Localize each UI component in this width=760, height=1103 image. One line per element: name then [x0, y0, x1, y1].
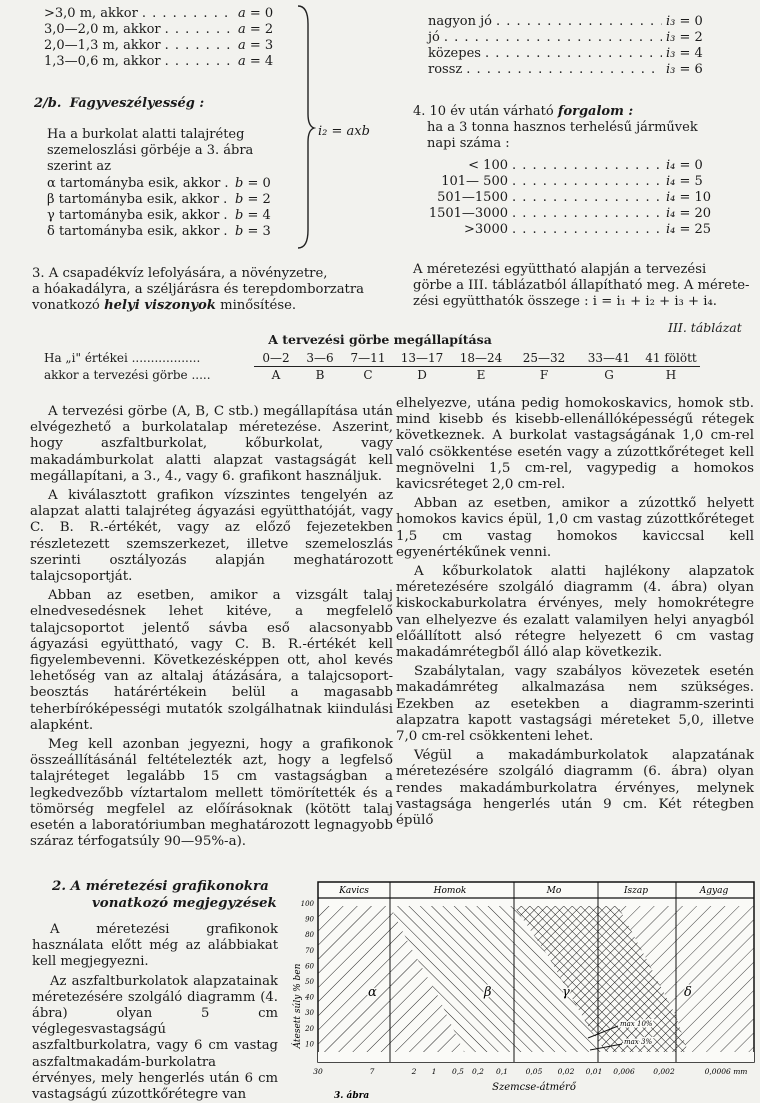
- table-cell: 18—24: [459, 351, 503, 365]
- x-tick: 0,05: [525, 1067, 543, 1076]
- table-cell: 3—6: [306, 351, 334, 365]
- quality-rows: [428, 14, 728, 78]
- quality-value: i₃ = 6: [666, 62, 703, 77]
- brace-icon: [296, 4, 316, 250]
- y-tick: 50: [305, 978, 314, 986]
- leader-dots: [512, 158, 662, 174]
- y-tick: 60: [305, 962, 314, 971]
- y-tick: 100: [300, 900, 314, 908]
- y-tick: 70: [305, 946, 314, 955]
- traffic-label: < 100: [468, 158, 508, 173]
- table-cell: E: [476, 368, 486, 382]
- variable: b: [235, 192, 244, 207]
- section2-title-1: 2. A méretezési grafikonokra: [52, 878, 269, 894]
- row1-label: Ha „i" értékei ..................: [44, 351, 201, 365]
- climate-label: 1,3—0,6 m, akkor: [44, 54, 161, 69]
- frost-value: b = 2: [235, 192, 271, 207]
- leader-dots: [142, 6, 234, 22]
- body-right: [396, 396, 754, 829]
- body-left-paragraph: Meg kell azonban jegyezni, hogy a grafikonok összeállításánál feltételezték azt, hogy a legfelső talajréteget legalább 15 cm vastagságban a legkedvezőbb víztartalom mellett tömörítették és a tömörség megfelel az előírásoknak (kötött talaj esetén a laboratóriumban meghatározott legnagyobb száraz térfogatsúly 90—95%-a).: [30, 737, 393, 850]
- leader-dots: [165, 22, 234, 38]
- annotation: max 10%: [620, 1020, 653, 1028]
- table-cell: C: [363, 368, 373, 382]
- traffic-row: [424, 158, 728, 174]
- variable: a: [238, 6, 246, 21]
- traffic-label: 1501—3000: [428, 206, 508, 221]
- frost-text-line: szemeloszlási görbéje a 3. ábra: [47, 143, 254, 158]
- region-label: δ: [684, 985, 692, 1000]
- x-tick: 0,5: [452, 1067, 464, 1076]
- frost-text-line: Ha a burkolat alatti talajréteg: [47, 127, 245, 142]
- annotation: max 3%: [624, 1038, 653, 1046]
- quality-value: i₃ = 0: [666, 14, 703, 29]
- curve-table: [44, 350, 724, 383]
- variable: i₄: [666, 222, 676, 237]
- y-tick: 80: [305, 931, 314, 940]
- frost-heading: 2/b. Fagyveszélyesség :: [34, 96, 205, 111]
- frost-value: b = 3: [235, 224, 271, 239]
- climate-row: [44, 54, 300, 70]
- section2-text: [32, 922, 278, 1103]
- traffic-value: i₄ = 10: [666, 190, 712, 205]
- traffic-row: [424, 190, 728, 206]
- y-tick: 10: [305, 1040, 314, 1049]
- region-label: γ: [562, 985, 570, 1000]
- figure-caption: 3. ábra: [334, 1091, 370, 1101]
- climate-value: a = 3: [238, 38, 274, 53]
- table-cell: G: [604, 368, 614, 382]
- frost-label: α tartományba esik, akkor: [47, 176, 221, 191]
- variable: i₄: [666, 174, 676, 189]
- frost-label: β tartományba esik, akkor: [47, 192, 220, 207]
- variable: i₃: [666, 30, 676, 45]
- leader-dots: [224, 176, 231, 192]
- body-right-paragraph: Szabálytalan, vagy szabályos kövezetek esetén makadámréteg alkalmazása nem szükséges. Ezekben az esetekben a diagramm-szerinti alapzatra kapott vastagsági méreteket 5,0, illetve 7,0 cm-rel csökkenteni lehet.: [396, 664, 754, 745]
- section2-paragraph: A méretezési grafikonok használata előtt még az alábbiakat kell megjegyezni.: [32, 922, 278, 970]
- y-axis-label: Átesett súly % ben: [293, 963, 303, 1049]
- variable: a: [238, 22, 246, 37]
- x-tick: 7: [369, 1067, 375, 1076]
- traffic-value: i₄ = 0: [666, 158, 703, 173]
- frost-row: [47, 208, 297, 224]
- frost-value: b = 0: [235, 176, 271, 191]
- formula: i₂ = axb: [318, 124, 370, 139]
- frost-label: γ tartományba esik, akkor: [47, 208, 220, 223]
- zone-label: Kavics: [339, 886, 369, 896]
- zone-label: Mo: [546, 886, 562, 896]
- variable: b: [235, 208, 244, 223]
- frost-row: [47, 224, 297, 240]
- variable: b: [235, 224, 244, 239]
- climate-value: a = 2: [238, 22, 274, 37]
- leader-dots: [512, 206, 662, 222]
- variable: i₄: [666, 206, 676, 221]
- region-label: β: [484, 985, 492, 1000]
- table-cell: 7—11: [350, 351, 386, 365]
- climate-label: >3,0 m, akkor: [44, 6, 138, 21]
- x-tick: 0,01: [585, 1067, 603, 1076]
- frost-text: [47, 127, 297, 175]
- climate-row: [44, 38, 300, 54]
- variable: a: [238, 54, 246, 69]
- variable: i₃: [666, 14, 676, 29]
- body-right-paragraph: Abban az esetben, amikor a zúzottkő helyett homokos kavics épül, 1,0 cm vastag zúzottkőréteget 1,5 cm vastag homokos kaviccsal kell egyenértékűnek venni.: [396, 496, 754, 560]
- table-cell: H: [665, 368, 677, 382]
- table-label: III. táblázat: [668, 320, 742, 335]
- table-title: A tervezési görbe megállapítása: [268, 332, 492, 347]
- leader-dots: [165, 38, 234, 54]
- table-cell: 33—41: [587, 351, 631, 365]
- variable: a: [238, 38, 246, 53]
- quality-row: [428, 14, 728, 30]
- leader-dots: [512, 174, 662, 190]
- x-tick: 0,002: [653, 1067, 675, 1076]
- leader-dots: [223, 192, 231, 208]
- quality-label: közepes: [428, 46, 481, 61]
- table-cell: B: [315, 368, 325, 382]
- section2-title-2: vonatkozó megjegyzések: [92, 895, 277, 911]
- y-tick: 40: [305, 993, 314, 1002]
- region-label: α: [368, 985, 377, 1000]
- table-cell: 0—2: [262, 351, 290, 365]
- leader-dots: [485, 46, 662, 62]
- frost-value: b = 4: [235, 208, 271, 223]
- body-left: [30, 404, 393, 850]
- item-3: 3. A csapadékvíz lefolyására, a növényzetre, a hóakadályra, a széljárásra és terepdomborzatra vonatkozó helyi viszonyok minősítése.: [32, 266, 365, 313]
- traffic-rows: [424, 158, 728, 238]
- zone-label: Homok: [433, 886, 467, 896]
- traffic-row: [424, 206, 728, 222]
- variable: i₄: [666, 190, 676, 205]
- climate-value: a = 4: [238, 54, 274, 69]
- section2-paragraph: Az aszfaltburkolatok alapzatainak méretezésére szolgáló diagramm (4. ábra) olyan 5 cm véglegesvastagságú aszfaltburkolatra, vagy 6 cm vastag aszfaltmakadám-burkolatra érvényes, mely hengerlés után 6 cm vastagságú zúzottkőrétegre van: [32, 973, 278, 1103]
- variable: i₃: [666, 46, 676, 61]
- table-cell: 13—17: [400, 351, 444, 365]
- variable: b: [235, 176, 244, 191]
- leader-dots: [444, 30, 662, 46]
- variable: i₄: [666, 158, 676, 173]
- leader-dots: [466, 62, 662, 78]
- x-tick: 0,0006 mm: [704, 1067, 748, 1076]
- traffic-value: i₄ = 5: [666, 174, 703, 189]
- table-cell: D: [417, 368, 427, 382]
- leader-dots: [223, 224, 231, 240]
- row2-label: akkor a tervezési görbe .....: [44, 368, 211, 382]
- zone-label: Agyag: [699, 886, 729, 896]
- x-tick: 0,006: [613, 1067, 635, 1076]
- body-right-paragraph: elhelyezve, utána pedig homokoskavics, homok stb. mind kisebb és kisebb-ellenállóképességű rétegek következnek. A burkolat vastagságának 1,0 cm-rel való csökkentése esetén vagy a zúzottkőréteget kell megnövelni 1,5 cm-rel, vagypedig a homokos kavicsréteget 2,0 cm-rel.: [396, 396, 754, 493]
- quality-label: jó: [428, 30, 440, 45]
- frost-rows: [47, 176, 297, 240]
- climate-row: [44, 6, 300, 22]
- climate-value: a = 0: [238, 6, 274, 21]
- y-tick: 20: [305, 1024, 314, 1033]
- x-axis-label: Szemcse-átmérő: [492, 1082, 576, 1093]
- traffic-label: >3000: [464, 222, 508, 237]
- quality-label: rossz: [428, 62, 463, 77]
- body-left-paragraph: A tervezési görbe (A, B, C stb.) megállapítása után elvégezhető a burkolatalap méretezése. Aszerint, hogy aszfaltburkolat, kőburkolat, vagy makadámburkolat alatti alapzat vastagságát kell megállapítani, a 3., 4., vagy 6. grafikont használjuk.: [30, 404, 393, 484]
- body-right-paragraph: Végül a makadámburkolatok alapzatának méretezésére szolgáló diagramm (6. ábra) olyan rendes makadámburkolatra érvényes, melynek vastagsága hengerlés után 9 cm. Két rétegben épülő: [396, 748, 754, 829]
- body-left-paragraph: Abban az esetben, amikor a vizsgált talaj elnedvesedésnek lehet kitéve, a megfelelő talajcsoportot jelentő sávba eső alacsonyabb ágyazási együttható, vagy C. B. R.-értékét kell figyelembevenni. Következésképpen ott, ahol kevés lehetőség van az altalaj átázására, a talajcsoport-beosztás határértékein belül a magasabb teherbíróképességi mutatók szolgálhatnak kiindulási alapként.: [30, 588, 393, 733]
- table-cell: 41 fölött: [645, 351, 697, 365]
- leader-dots: [512, 222, 662, 238]
- quality-value: i₃ = 2: [666, 30, 703, 45]
- leader-dots: [496, 14, 662, 30]
- item-4-line-2: napi száma :: [427, 136, 510, 151]
- x-tick: 30: [313, 1067, 323, 1076]
- zone-label: Iszap: [623, 886, 649, 896]
- traffic-value: i₄ = 20: [666, 206, 712, 221]
- table-cell: 25—32: [522, 351, 566, 365]
- summary: A méretezési együttható alapján a tervezési görbe a III. táblázatból állapítható meg. A mérete- zési együtthatók összege : i = i₁ + i₂ + i₃ + i₄.: [413, 262, 750, 309]
- leader-dots: [165, 54, 234, 70]
- traffic-row: [424, 174, 728, 190]
- table-cell: F: [539, 368, 549, 382]
- quality-row: [428, 62, 728, 78]
- frost-text-line: szerint az: [47, 159, 111, 174]
- traffic-label: 101— 500: [441, 174, 508, 189]
- quality-value: i₃ = 4: [666, 46, 703, 61]
- climate-row: [44, 22, 300, 38]
- quality-row: [428, 46, 728, 62]
- variable: i₃: [666, 62, 676, 77]
- x-tick: 0,1: [496, 1067, 508, 1076]
- traffic-label: 501—1500: [437, 190, 508, 205]
- y-tick: 90: [305, 915, 314, 924]
- x-tick: 1: [431, 1067, 437, 1076]
- table-cell: A: [271, 368, 281, 382]
- climate-label: 3,0—2,0 m, akkor: [44, 22, 161, 37]
- item-4-heading: 4. 10 év után várható forgalom :: [413, 104, 634, 119]
- traffic-value: i₄ = 25: [666, 222, 712, 237]
- frost-row: [47, 192, 297, 208]
- x-tick: 0,02: [557, 1067, 575, 1076]
- x-tick: 2: [411, 1067, 417, 1076]
- quality-label: nagyon jó: [428, 14, 492, 29]
- body-left-paragraph: A kiválasztott grafikon vízszintes tengelyén az alapzat alatti talajréteg ágyazási együtthatóját, vagy C. B. R.-értékét, vagy az előző fejezetekben részletezett szemszerkezet, illetve szemeloszlás szerinti osztályozás alapján meghatározott talajcsoportját.: [30, 488, 393, 585]
- frost-label: δ tartományba esik, akkor: [47, 224, 220, 239]
- frost-row: [47, 176, 297, 192]
- quality-row: [428, 30, 728, 46]
- climate-rows: [44, 6, 300, 70]
- traffic-row: [424, 222, 728, 238]
- leader-dots: [512, 190, 662, 206]
- leader-dots: [223, 208, 231, 224]
- item-4-line-1: ha a 3 tonna hasznos terhelésű járművek: [427, 120, 698, 135]
- grain-size-figure: [288, 876, 760, 1101]
- climate-label: 2,0—1,3 m, akkor: [44, 38, 161, 53]
- body-right-paragraph: A kőburkolatok alatti hajlékony alapzatok méretezésére szolgáló diagramm (4. ábra) olyan kiskockaburkolatra érvényes, mely homokrétegre van elhelyezve és ezalatt valamilyen helyi anyagból előállított alsó rétegre helyezett 6 cm vastag makadámrétegből álló alap következik.: [396, 564, 754, 661]
- y-tick: 30: [305, 1009, 314, 1018]
- x-tick: 0,2: [472, 1067, 484, 1076]
